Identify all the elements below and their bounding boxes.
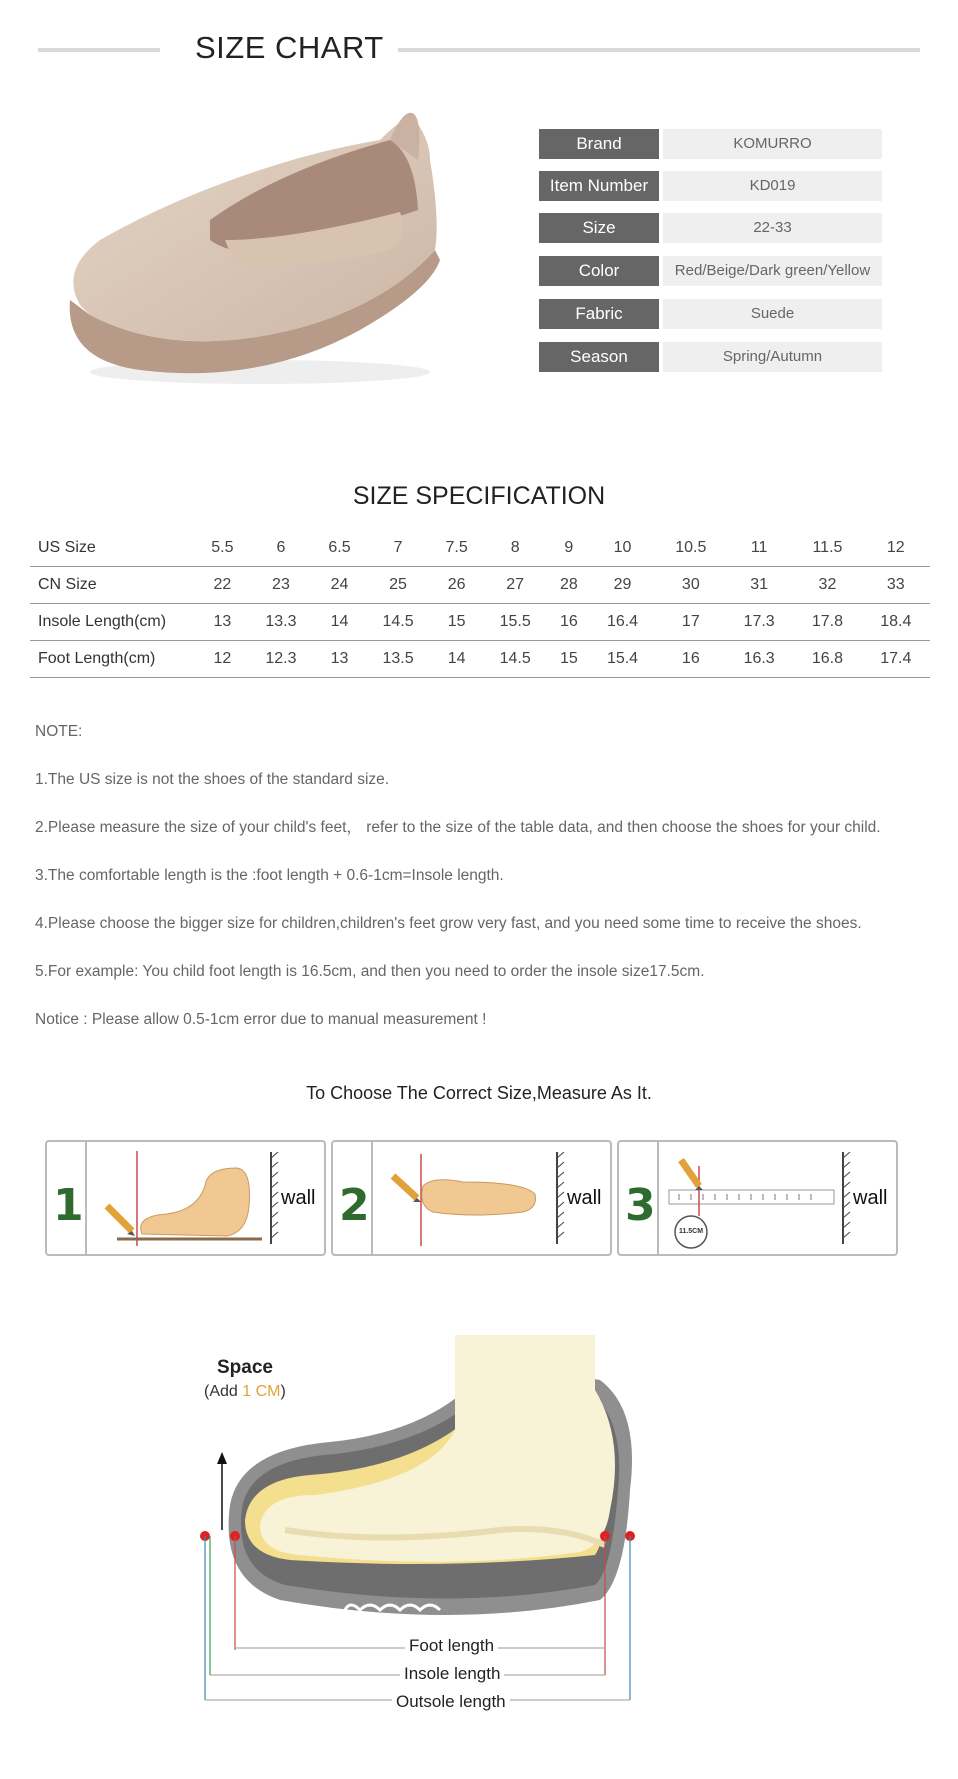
- wall-label: wall: [853, 1187, 888, 1209]
- spec-label: Color: [539, 256, 659, 286]
- step-number-column: [47, 1142, 87, 1254]
- add-suffix: ): [280, 1383, 286, 1400]
- step-number: 3: [625, 1180, 656, 1231]
- spec-value: Spring/Autumn: [663, 342, 882, 372]
- size-cell: 10: [588, 530, 656, 567]
- size-cell: 17.8: [793, 604, 861, 641]
- size-cell: 15.5: [481, 604, 549, 641]
- size-cell: 7: [364, 530, 432, 567]
- size-cell: 18.4: [862, 604, 930, 641]
- size-cell: 13.5: [364, 641, 432, 678]
- size-table: [30, 530, 930, 678]
- size-specification-title: SIZE SPECIFICATION: [352, 482, 606, 510]
- wall-icon: [555, 1152, 565, 1244]
- spec-value: Suede: [663, 299, 882, 329]
- size-cell: 16.3: [725, 641, 793, 678]
- step-number-column: [333, 1142, 373, 1254]
- size-table-row: [30, 530, 930, 567]
- size-cell: 17.4: [862, 641, 930, 678]
- insole-length-label: Insole length: [400, 1664, 504, 1684]
- size-cell: 32: [793, 567, 861, 604]
- pencil-icon: [393, 1176, 421, 1202]
- size-cell: 14.5: [364, 604, 432, 641]
- size-cell: 29: [588, 567, 656, 604]
- page-title: SIZE CHART: [195, 30, 384, 65]
- spec-label: Season: [539, 342, 659, 372]
- step-number: 2: [339, 1180, 370, 1231]
- spec-label: Size: [539, 213, 659, 243]
- size-cell: 28: [549, 567, 588, 604]
- outsole-length-label: Outsole length: [392, 1692, 510, 1712]
- wall-icon: [269, 1152, 279, 1244]
- measure-step-1: [45, 1140, 326, 1256]
- size-cell: 12: [198, 641, 247, 678]
- size-cell: 12.3: [247, 641, 315, 678]
- size-cell: 17.3: [725, 604, 793, 641]
- measure-step-2: [331, 1140, 612, 1256]
- size-cell: 23: [247, 567, 315, 604]
- size-cell: 13: [198, 604, 247, 641]
- size-cell: 6: [247, 530, 315, 567]
- size-cell: 22: [198, 567, 247, 604]
- notes-block: [35, 720, 935, 1056]
- foot-top-icon: [373, 1146, 553, 1250]
- note-line: 1.The US size is not the shoes of the standard size.: [35, 771, 390, 788]
- spec-value: KOMURRO: [663, 129, 882, 159]
- size-table-row: [30, 604, 930, 641]
- spec-value: KD019: [663, 171, 882, 201]
- size-cell: 14.5: [481, 641, 549, 678]
- measure-step-3: [617, 1140, 898, 1256]
- size-row-label: Insole Length(cm): [30, 604, 198, 641]
- measure-title: To Choose The Correct Size,Measure As It.: [306, 1083, 652, 1103]
- wall-icon: [841, 1152, 851, 1244]
- size-cell: 11: [725, 530, 793, 567]
- size-cell: 31: [725, 567, 793, 604]
- header-rule-left: [38, 48, 160, 52]
- size-cell: 7.5: [432, 530, 481, 567]
- size-cell: 8: [481, 530, 549, 567]
- size-cell: 9: [549, 530, 588, 567]
- spec-label: Fabric: [539, 299, 659, 329]
- add-value: 1 CM: [242, 1383, 281, 1400]
- size-cell: 11.5: [793, 530, 861, 567]
- size-cell: 13: [315, 641, 364, 678]
- size-cell: 13.3: [247, 604, 315, 641]
- spec-label: Item Number: [539, 171, 659, 201]
- size-cell: 26: [432, 567, 481, 604]
- ruler-reading: 11.5CM: [678, 1228, 704, 1235]
- note-line: 5.For example: You child foot length is 16.5cm, and then you need to order the insole size17.5cm.: [35, 963, 705, 980]
- size-cell: 5.5: [198, 530, 247, 567]
- size-table-row: [30, 567, 930, 604]
- size-cell: 16: [549, 604, 588, 641]
- step-number-column: [619, 1142, 659, 1254]
- pencil-icon: [107, 1206, 135, 1236]
- size-cell: 16: [657, 641, 725, 678]
- wall-label: wall: [281, 1187, 316, 1209]
- header-rule-right: [398, 48, 920, 52]
- note-line: NOTE:: [35, 723, 83, 740]
- step-number: 1: [53, 1180, 84, 1231]
- size-cell: 25: [364, 567, 432, 604]
- size-table-row: [30, 641, 930, 678]
- spec-label: Brand: [539, 129, 659, 159]
- size-cell: 15: [549, 641, 588, 678]
- size-cell: 17: [657, 604, 725, 641]
- size-cell: 15.4: [588, 641, 656, 678]
- size-cell: 16.8: [793, 641, 861, 678]
- product-image: [60, 100, 460, 390]
- size-row-label: Foot Length(cm): [30, 641, 198, 678]
- spec-value: Red/Beige/Dark green/Yellow: [663, 256, 882, 286]
- add-prefix: (Add: [204, 1383, 243, 1400]
- note-line: Notice : Please allow 0.5-1cm error due to manual measurement !: [35, 1011, 487, 1028]
- wall-label: wall: [567, 1187, 602, 1209]
- add-space-label: [204, 1383, 286, 1401]
- note-line: 2.Please measure the size of your child's feet， refer to the size of the table data, and then choose the shoes for your child.: [35, 819, 881, 836]
- note-line: 3.The comfortable length is the :foot length + 0.6-1cm=Insole length.: [35, 867, 504, 884]
- size-cell: 15: [432, 604, 481, 641]
- space-label: Space: [217, 1357, 273, 1378]
- foot-side-icon: [87, 1146, 267, 1250]
- size-cell: 12: [862, 530, 930, 567]
- size-row-label: CN Size: [30, 567, 198, 604]
- size-cell: 33: [862, 567, 930, 604]
- size-cell: 14: [432, 641, 481, 678]
- size-cell: 10.5: [657, 530, 725, 567]
- size-row-label: US Size: [30, 530, 198, 567]
- size-cell: 30: [657, 567, 725, 604]
- size-cell: 6.5: [315, 530, 364, 567]
- size-cell: 14: [315, 604, 364, 641]
- size-cell: 27: [481, 567, 549, 604]
- note-line: 4.Please choose the bigger size for children,children's feet grow very fast, and you need some time to receive the shoes.: [35, 915, 862, 932]
- spec-value: 22-33: [663, 213, 882, 243]
- size-cell: 16.4: [588, 604, 656, 641]
- size-cell: 24: [315, 567, 364, 604]
- foot-length-label: Foot length: [405, 1636, 498, 1656]
